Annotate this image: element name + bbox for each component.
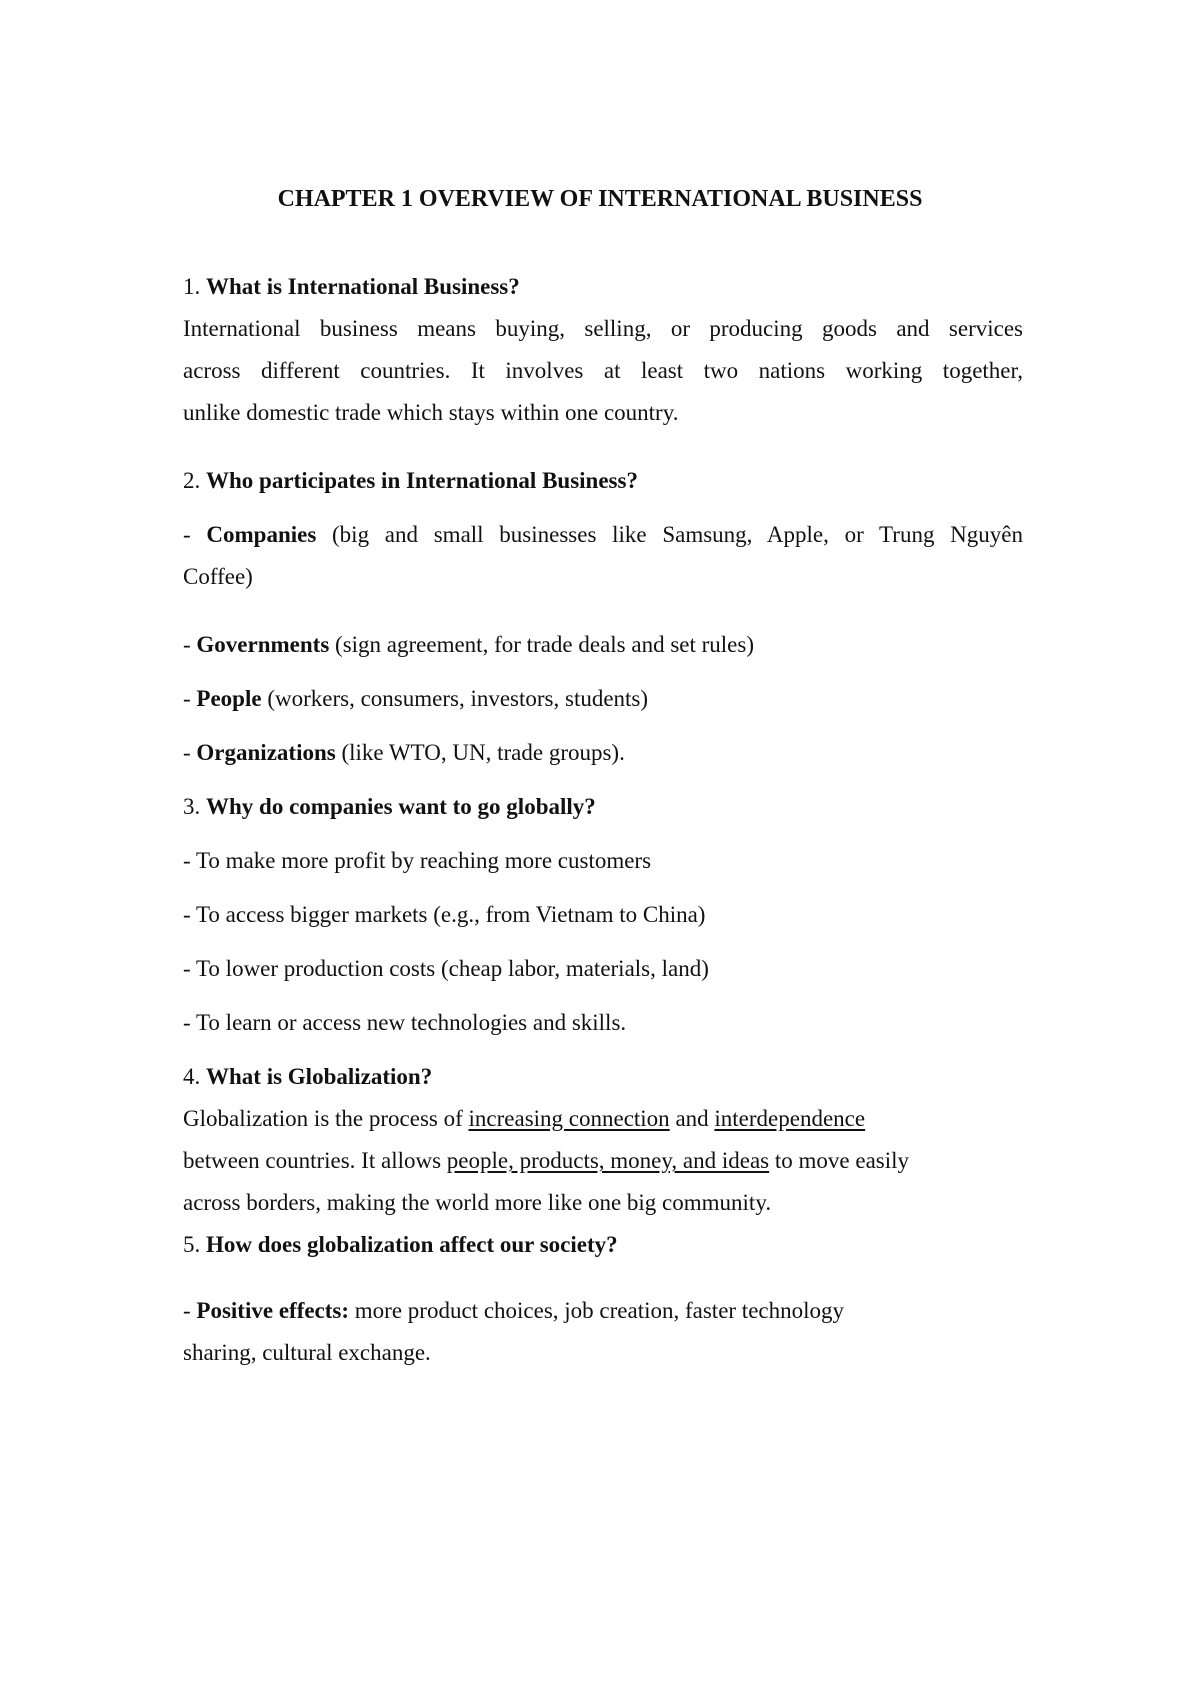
list-item: - To lower production costs (cheap labor, materials, land) bbox=[183, 956, 709, 981]
list-item: - People (workers, consumers, investors, students) bbox=[183, 686, 649, 711]
list-item: - Companies (big and small businesses like Samsung, Apple, or Trung Nguyên bbox=[183, 522, 1023, 547]
list-term: Governments bbox=[196, 632, 330, 657]
list-item-continuation: sharing, cultural exchange. bbox=[183, 1340, 431, 1365]
list-term: People bbox=[196, 686, 262, 711]
section-number: 3. bbox=[183, 794, 206, 819]
paragraph-line: across borders, making the world more like one big community. bbox=[183, 1190, 772, 1215]
underlined-term: increasing connection bbox=[468, 1106, 670, 1131]
list-term: Companies bbox=[206, 522, 317, 547]
section-title: How does globalization affect our society? bbox=[206, 1232, 618, 1257]
section-3-heading bbox=[183, 792, 1023, 822]
list-item: - Governments (sign agreement, for trade deals and set rules) bbox=[183, 632, 754, 657]
paragraph-line: between countries. It allows people, products, money, and ideas to move easily bbox=[183, 1148, 910, 1173]
section-number: 5. bbox=[183, 1232, 206, 1257]
section-1-heading bbox=[183, 272, 1023, 302]
list-item: - To learn or access new technologies and skills. bbox=[183, 1010, 627, 1035]
section-number: 1. bbox=[183, 274, 206, 299]
section-title: What is Globalization? bbox=[206, 1064, 433, 1089]
list-term: Organizations bbox=[196, 740, 336, 765]
section-number: 4. bbox=[183, 1064, 206, 1089]
list-item: - To access bigger markets (e.g., from Vietnam to China) bbox=[183, 902, 706, 927]
list-item: - To make more profit by reaching more customers bbox=[183, 848, 652, 873]
paragraph-line: across different countries. It involves at least two nations working together, bbox=[183, 358, 1023, 383]
section-title: What is International Business? bbox=[206, 274, 520, 299]
list-item-continuation: Coffee) bbox=[183, 564, 253, 589]
paragraph-line: International business means buying, selling, or producing goods and services bbox=[183, 316, 1023, 341]
section-number: 2. bbox=[183, 468, 206, 493]
page-title: CHAPTER 1 OVERVIEW OF INTERNATIONAL BUSINESS bbox=[277, 186, 923, 212]
section-5-heading bbox=[183, 1230, 1023, 1260]
paragraph-line: unlike domestic trade which stays within one country. bbox=[183, 400, 679, 425]
section-title: Why do companies want to go globally? bbox=[206, 794, 596, 819]
section-4-heading bbox=[183, 1062, 1023, 1092]
list-term: Positive effects: bbox=[196, 1298, 350, 1323]
underlined-term: people, products, money, and ideas bbox=[446, 1148, 770, 1173]
list-item: - Organizations (like WTO, UN, trade groups). bbox=[183, 740, 625, 765]
section-2-heading bbox=[183, 466, 1023, 496]
section-title: Who participates in International Business? bbox=[206, 468, 638, 493]
list-item: - Positive effects: more product choices, job creation, faster technology bbox=[183, 1298, 845, 1323]
underlined-term: interdependence bbox=[714, 1106, 866, 1131]
paragraph-line: Globalization is the process of increasing connection and interdependence bbox=[183, 1106, 866, 1131]
